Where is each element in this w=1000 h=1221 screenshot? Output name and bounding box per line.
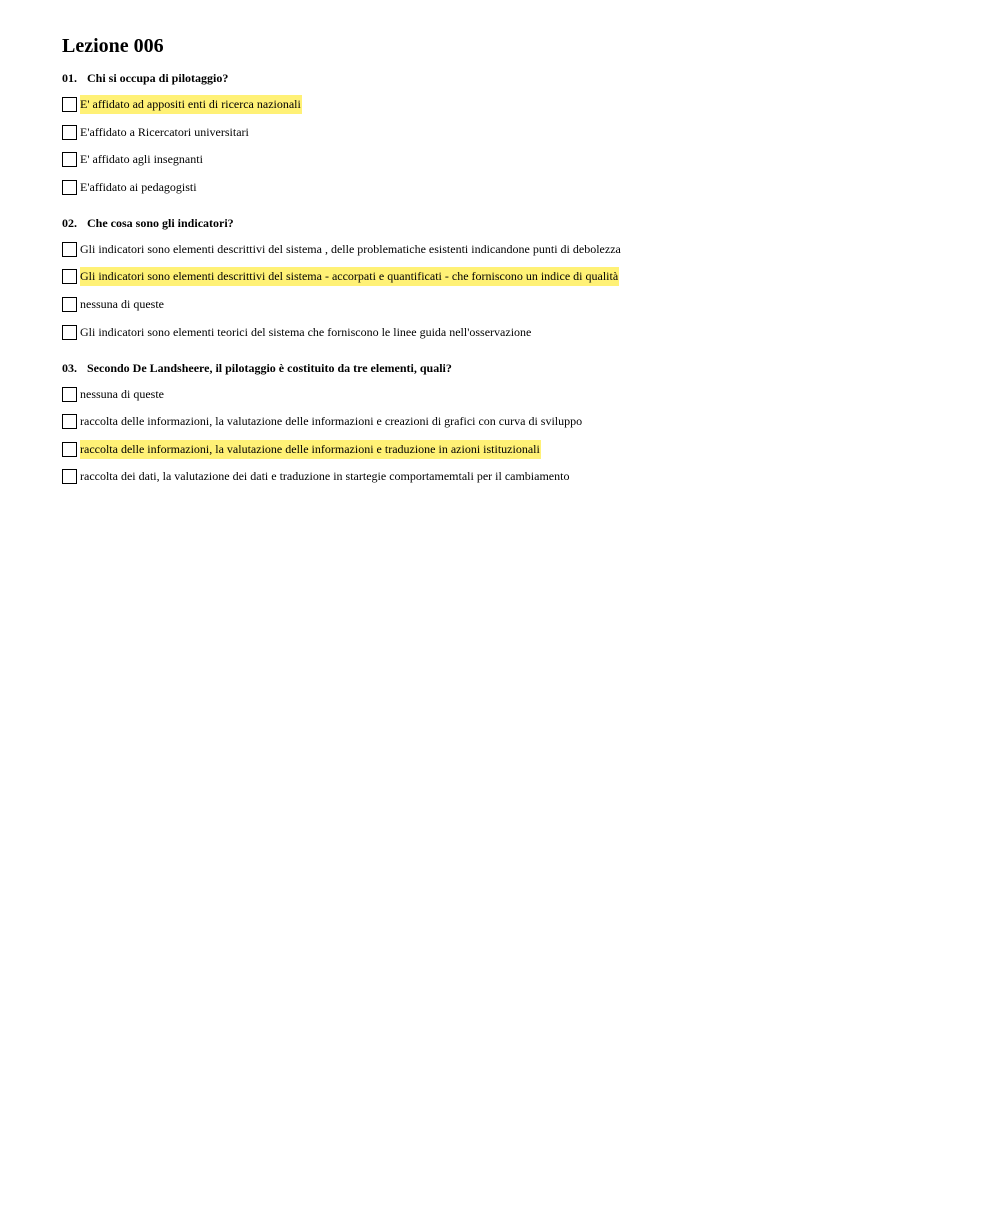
answer-option[interactable]	[62, 412, 962, 431]
answer-text: Gli indicatori sono elementi descrittivi del sistema - accorpati e quantificati - che forniscono un indice di qualità	[80, 267, 619, 286]
answer-option[interactable]	[62, 240, 962, 259]
answer-text: Gli indicatori sono elementi teorici del sistema che forniscono le linee guida nell'osservazione	[80, 324, 532, 339]
answer-text: E'affidato a Ricercatori universitari	[80, 124, 249, 139]
checkbox-icon[interactable]	[62, 180, 77, 195]
answer-option[interactable]	[62, 150, 962, 169]
answer-option[interactable]	[62, 123, 962, 142]
answer-option[interactable]	[62, 385, 962, 404]
answer-text: nessuna di queste	[80, 296, 164, 311]
checkbox-icon[interactable]	[62, 269, 77, 284]
answer-text: raccolta delle informazioni, la valutazione delle informazioni e creazioni di grafici con curva di sviluppo	[80, 414, 583, 429]
answer-option[interactable]	[62, 323, 962, 342]
question-text: Che cosa sono gli indicatori?	[87, 215, 234, 230]
checkbox-icon[interactable]	[62, 442, 77, 457]
answer-text: nessuna di queste	[80, 386, 164, 401]
question-number: 02.	[62, 215, 77, 230]
question-heading	[62, 70, 962, 86]
checkbox-icon[interactable]	[62, 242, 77, 257]
question-number: 03.	[62, 360, 77, 375]
answer-text: Gli indicatori sono elementi descrittivi del sistema , delle problematiche esistenti indicandone punti di debolezza	[80, 241, 621, 256]
question-02	[62, 215, 962, 342]
document-page	[62, 34, 962, 495]
lesson-title: Lezione 006	[62, 35, 164, 57]
checkbox-icon[interactable]	[62, 469, 77, 484]
answer-text: E'affidato ai pedagogisti	[80, 179, 197, 194]
answer-option[interactable]	[62, 295, 962, 314]
question-number: 01.	[62, 71, 77, 85]
checkbox-icon[interactable]	[62, 152, 77, 167]
answer-option[interactable]	[62, 440, 962, 459]
answer-option[interactable]	[62, 178, 962, 197]
answer-option[interactable]	[62, 467, 962, 486]
checkbox-icon[interactable]	[62, 297, 77, 312]
answer-text: raccolta dei dati, la valutazione dei dati e traduzione in startegie comportamemtali per il cambiamento	[80, 469, 570, 484]
answer-text: E' affidato ad appositi enti di ricerca nazionali	[80, 95, 302, 114]
answer-text: raccolta delle informazioni, la valutazione delle informazioni e traduzione in azioni istituzionali	[80, 440, 541, 459]
checkbox-icon[interactable]	[62, 414, 77, 429]
question-text: Secondo De Landsheere, il pilotaggio è costituito da tre elementi, quali?	[87, 360, 452, 375]
checkbox-icon[interactable]	[62, 325, 77, 340]
checkbox-icon[interactable]	[62, 125, 77, 140]
answer-option[interactable]	[62, 95, 962, 114]
answer-option[interactable]	[62, 267, 962, 286]
checkbox-icon[interactable]	[62, 97, 77, 112]
question-text: Chi si occupa di pilotaggio?	[87, 71, 229, 85]
question-heading	[62, 215, 962, 231]
answer-text: E' affidato agli insegnanti	[80, 152, 203, 167]
question-03	[62, 360, 962, 487]
checkbox-icon[interactable]	[62, 387, 77, 402]
question-heading	[62, 360, 962, 376]
question-01	[62, 70, 962, 197]
